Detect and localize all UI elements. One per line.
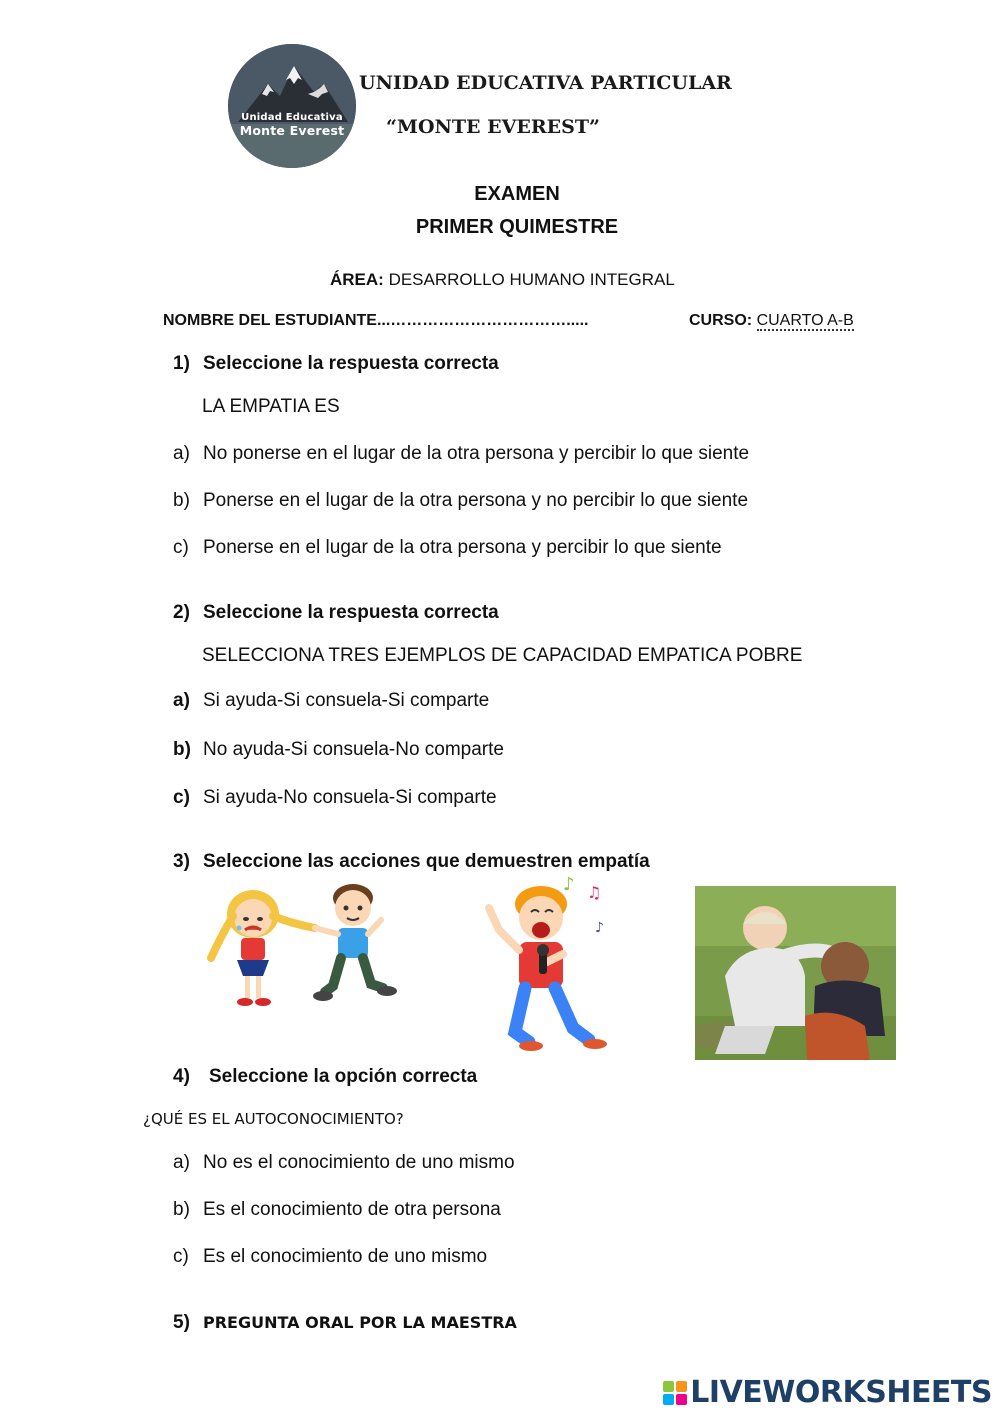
school-logo [228, 44, 356, 168]
option-text: Es el conocimiento de otra persona [203, 1199, 501, 1220]
school-name-line1: UNIDAD EDUCATIVA PARTICULAR [359, 72, 732, 94]
comforting-photo [695, 886, 896, 1060]
image-option-singing[interactable] [455, 870, 640, 1055]
brand-text: LIVEWORKSHEETS [690, 1375, 992, 1410]
question-2-stem: SELECCIONA TRES EJEMPLOS DE CAPACIDAD EMPATICA POBRE [202, 645, 803, 666]
course-field [689, 312, 854, 330]
question-4-option-b[interactable] [173, 1199, 501, 1221]
option-letter: c) [173, 537, 189, 558]
logo-square-pink [676, 1394, 687, 1405]
question-number: 1) [173, 353, 190, 374]
area-value: DESARROLLO HUMANO INTEGRAL [383, 270, 675, 289]
option-letter: c) [173, 1246, 189, 1267]
svg-text:♪: ♪ [563, 874, 575, 895]
logo-square-orange [676, 1381, 687, 1392]
question-1-option-c[interactable] [173, 537, 722, 559]
singing-boy-illustration [455, 870, 640, 1055]
course-label: CURSO: [689, 312, 753, 329]
liveworksheets-brand[interactable] [663, 1375, 992, 1410]
image-option-hair-pulling[interactable] [203, 876, 403, 1026]
exam-title: EXAMEN [474, 183, 560, 205]
course-value: CUARTO A-B [756, 312, 854, 329]
student-name-field[interactable] [163, 312, 589, 330]
logo-square-blue [663, 1394, 674, 1405]
option-letter: a) [173, 1152, 190, 1173]
option-letter: b) [173, 739, 191, 760]
question-2-option-a[interactable] [173, 690, 489, 712]
student-name-label: NOMBRE DEL ESTUDIANTE...……………………………..... [163, 312, 589, 329]
image-option-comforting[interactable] [695, 886, 896, 1060]
question-text: Seleccione la respuesta correcta [203, 602, 499, 623]
option-text: No ponerse en el lugar de la otra persona y percibir lo que siente [203, 443, 750, 464]
option-text: Es el conocimiento de uno mismo [203, 1246, 488, 1267]
option-text: No es el conocimiento de uno mismo [203, 1152, 515, 1173]
question-text: Seleccione la respuesta correcta [203, 353, 499, 374]
option-letter: b) [173, 1199, 190, 1220]
question-1-prompt [173, 353, 499, 375]
question-text: PREGUNTA ORAL POR LA MAESTRA [203, 1313, 517, 1332]
question-text: Seleccione la opción correcta [209, 1066, 478, 1087]
question-number: 2) [173, 602, 190, 623]
option-text: Ponerse en el lugar de la otra persona y no percibir lo que siente [203, 490, 749, 511]
svg-text:♪: ♪ [595, 920, 604, 936]
option-letter: a) [173, 443, 190, 464]
question-4-option-c[interactable] [173, 1246, 487, 1268]
option-text: Si ayuda-Si consuela-Si comparte [203, 690, 490, 711]
exam-period: PRIMER QUIMESTRE [415, 216, 619, 238]
children-conflict-illustration [203, 876, 403, 1026]
question-1-option-a[interactable] [173, 443, 749, 465]
logo-text-line2: Monte Everest [239, 123, 345, 138]
question-2-option-b[interactable] [173, 739, 504, 761]
mountain-icon [228, 44, 356, 168]
question-1-option-b[interactable] [173, 490, 748, 512]
liveworksheets-logo-icon [663, 1381, 687, 1405]
svg-text:♫: ♫ [587, 883, 602, 902]
option-letter: a) [173, 690, 190, 711]
question-5-prompt [173, 1312, 517, 1334]
option-text: Ponerse en el lugar de la otra persona y percibir lo que siente [203, 537, 722, 558]
option-text: No ayuda-Si consuela-No comparte [203, 739, 504, 760]
question-2-option-c[interactable] [173, 787, 497, 809]
logo-text-line1: Unidad Educativa [241, 112, 343, 123]
question-1-stem: LA EMPATIA ES [202, 396, 340, 417]
logo-square-green [663, 1381, 674, 1392]
area-line [330, 270, 675, 290]
option-letter: b) [173, 490, 190, 511]
option-text: Si ayuda-No consuela-Si comparte [203, 787, 497, 808]
question-number: 3) [173, 851, 190, 872]
question-2-prompt [173, 602, 499, 624]
question-4-prompt [173, 1066, 477, 1088]
question-number: 4) [173, 1066, 190, 1087]
question-text: Seleccione las acciones que demuestren empatía [203, 851, 650, 872]
question-4-stem: ¿QUÉ ES EL AUTOCONOCIMIENTO? [143, 1110, 404, 1128]
option-letter: c) [173, 787, 190, 808]
question-number: 5) [173, 1312, 190, 1333]
area-label: ÁREA: [330, 270, 384, 289]
school-name-line2: “MONTE EVEREST” [386, 116, 600, 138]
question-4-option-a[interactable] [173, 1152, 515, 1174]
